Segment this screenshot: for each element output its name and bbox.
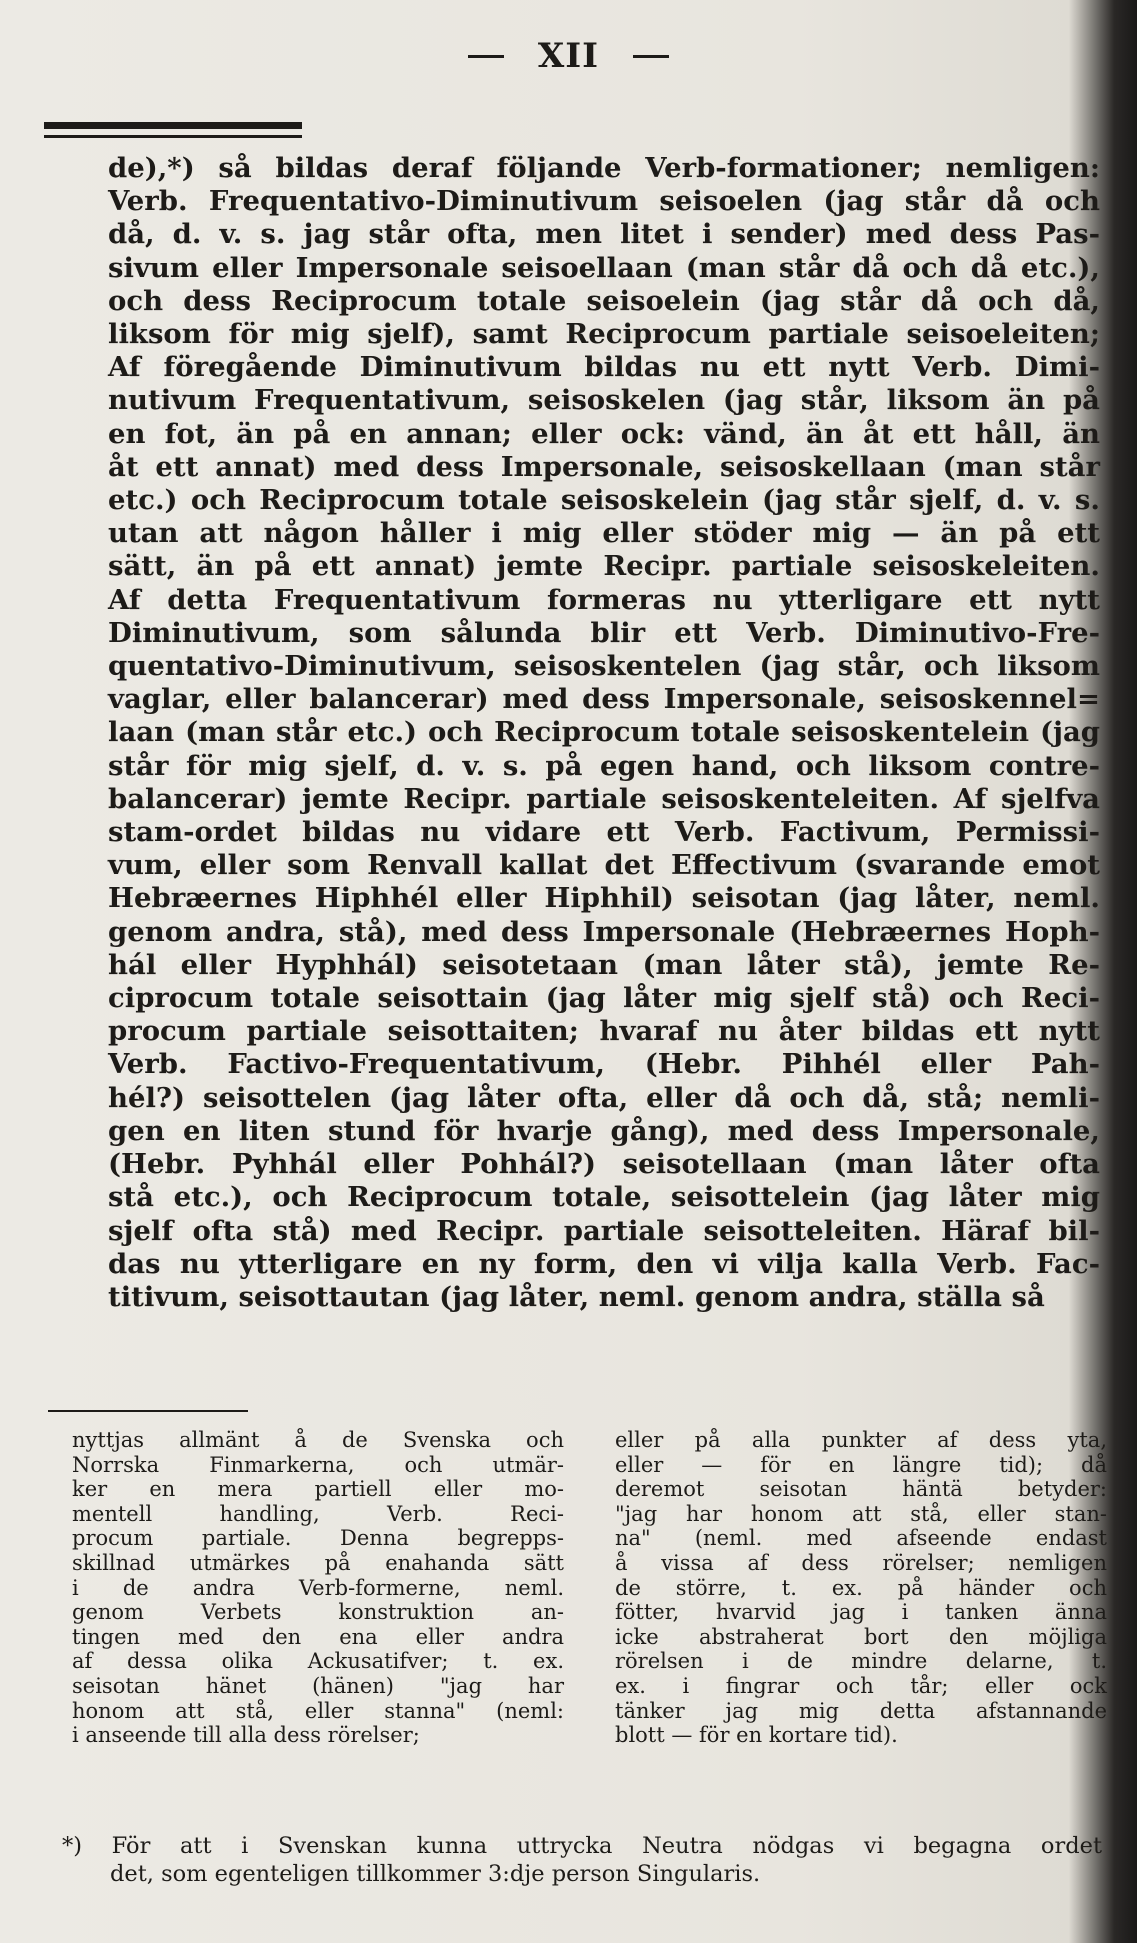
text-line: å vissa af dess rörelser; nemligen (615, 1550, 1107, 1575)
dash-left (468, 55, 504, 58)
text-line: ker en mera partiell eller mo- (72, 1477, 564, 1502)
text-line: nyttjas allmänt å de Svenska och (72, 1428, 564, 1452)
text-line: och dess Reciprocum totale seisoelein (jag står då och då, (108, 284, 1100, 317)
footnote (62, 1832, 1102, 1888)
text-line: etc.) och Reciprocum totale seisoskelein (jag står sjelf, d. v. s. (108, 484, 1100, 517)
text-line: *) För att i Svenskan kunna uttrycka Neutra nödgas vi begagna ordet (62, 1833, 1102, 1859)
footnote-rule (48, 1410, 248, 1412)
text-line: stam-ordet bildas nu vidare ett Verb. Factivum, Permissi- (108, 816, 1100, 849)
text-line: Norrska Finmarkerna, och utmär- (72, 1452, 564, 1477)
text-line: procum partiale. Denna begrepps- (72, 1526, 564, 1551)
text-line: blott — för en kortare tid). (615, 1723, 898, 1748)
text-line: Verb. Frequentativo-Diminutivum seisoelen (jag står då och (108, 185, 1100, 218)
dash-right (633, 55, 669, 58)
text-line: mentell handling, Verb. Reci- (72, 1501, 564, 1526)
text-line: Hebræernes Hiphhél eller Hiphhil) seisotan (jag låter, neml. (108, 882, 1100, 915)
text-line: fötter, hvarvid jag i tanken änna (615, 1600, 1107, 1625)
text-line: Af detta Frequentativum formeras nu ytterligare ett nytt (108, 583, 1100, 616)
text-line: rörelsen i de mindre delarne, t. (615, 1649, 1107, 1674)
text-line: na" (neml. med afseende endast (615, 1526, 1107, 1551)
text-line: deremot seisotan häntä betyder: (615, 1477, 1107, 1502)
text-line: det, som egenteligen tillkommer 3:dje person Singularis. (110, 1861, 761, 1887)
text-line: de större, t. ex. på händer och (615, 1575, 1107, 1600)
text-line: skillnad utmärkes på enahanda sätt (72, 1550, 564, 1575)
text-line: i de andra Verb-formerne, neml. (72, 1575, 564, 1600)
text-line: i anseende till alla dess rörelser; (72, 1723, 420, 1748)
text-line: en fot, än på en annan; eller ock: vänd, än åt ett håll, än (108, 417, 1100, 450)
running-head (0, 36, 1137, 76)
text-line: tingen med den ena eller andra (72, 1624, 564, 1649)
text-line: utan att någon håller i mig eller stöder mig — än på ett (108, 517, 1100, 550)
text-line: af dessa olika Ackusatifver; t. ex. (72, 1649, 564, 1674)
text-line: (Hebr. Pyhhál eller Pohhál?) seisotellaan (man låter ofta (108, 1148, 1100, 1181)
text-line: eller — för en längre tid); då (615, 1452, 1107, 1477)
text-line: honom att stå, eller stanna" (neml: (72, 1698, 564, 1723)
text-line: "jag har honom att stå, eller stan- (615, 1501, 1107, 1526)
text-line: procum partiale seisottaiten; hvaraf nu åter bildas ett nytt (108, 1015, 1100, 1048)
text-line: ex. i fingrar och tår; eller ock (615, 1673, 1107, 1698)
text-line: balancerar) jemte Recipr. partiale seisoskenteleiten. Af sjelfva (108, 782, 1100, 815)
text-line: genom andra, stå), med dess Impersonale (Hebræernes Hoph- (108, 915, 1100, 948)
text-line: genom Verbets konstruktion an- (72, 1600, 564, 1625)
text-line: tänker jag mig detta afstannande (615, 1698, 1107, 1723)
text-line: sätt, än på ett annat) jemte Recipr. partiale seisoskeleiten. (108, 550, 1100, 583)
text-line: eller på alla punkter af dess yta, (615, 1428, 1107, 1452)
text-line: ciprocum totale seisottain (jag låter mig sjelf stå) och Reci- (108, 982, 1100, 1015)
text-line: står för mig sjelf, d. v. s. på egen hand, och liksom contre- (108, 749, 1100, 782)
text-line: stå etc.), och Reciprocum totale, seisottelein (jag låter mig (108, 1181, 1100, 1214)
text-line: seisotan hänet (hänen) "jag har (72, 1673, 564, 1698)
text-line: Af föregående Diminutivum bildas nu ett nytt Verb. Dimi- (108, 351, 1100, 384)
text-line: Verb. Factivo-Frequentativum, (Hebr. Pihhél eller Pah- (108, 1048, 1100, 1081)
text-line: das nu ytterligare en ny form, den vi vilja kalla Verb. Fac- (108, 1247, 1100, 1280)
text-line: liksom för mig sjelf), samt Reciprocum partiale seisoeleiten; (108, 318, 1100, 351)
text-line: då, d. v. s. jag står ofta, men litet i sender) med dess Pas- (108, 218, 1100, 251)
text-line: de),*) så bildas deraf följande Verb-formationer; nemligen: (108, 152, 1100, 184)
text-line: vum, eller som Renvall kallat det Effectivum (svarande emot (108, 849, 1100, 882)
note-column-left (72, 1428, 564, 1748)
text-line: nutivum Frequentativum, seisoskelen (jag står, liksom än på (108, 384, 1100, 417)
main-text-block (108, 152, 1100, 1314)
page-number: XII (537, 36, 600, 76)
text-line: quentativo-Diminutivum, seisoskentelen (jag står, och liksom (108, 650, 1100, 683)
text-line: icke abstraherat bort den möjliga (615, 1624, 1107, 1649)
text-line: hél?) seisottelen (jag låter ofta, eller då och då, stå; nemli- (108, 1081, 1100, 1114)
text-line: gen en liten stund för hvarje gång), med dess Impersonale, (108, 1114, 1100, 1147)
note-column-right (615, 1428, 1107, 1748)
text-line: hál eller Hyphhál) seisotetaan (man låter stå), jemte Re- (108, 948, 1100, 981)
header-double-rule (44, 122, 302, 138)
text-line: sjelf ofta stå) med Recipr. partiale seisotteleiten. Häraf bil- (108, 1214, 1100, 1247)
text-line: laan (man står etc.) och Reciprocum totale seisoskentelein (jag (108, 716, 1100, 749)
text-line: vaglar, eller balancerar) med dess Impersonale, seisoskennel= (108, 683, 1100, 716)
text-line: Diminutivum, som sålunda blir ett Verb. Diminutivo-Fre- (108, 616, 1100, 649)
text-line: åt ett annat) med dess Impersonale, seisoskellaan (man står (108, 450, 1100, 483)
text-line: sivum eller Impersonale seisoellaan (man står då och då etc.), (108, 251, 1100, 284)
text-line: titivum, seisottautan (jag låter, neml. genom andra, ställa så (108, 1280, 1045, 1313)
